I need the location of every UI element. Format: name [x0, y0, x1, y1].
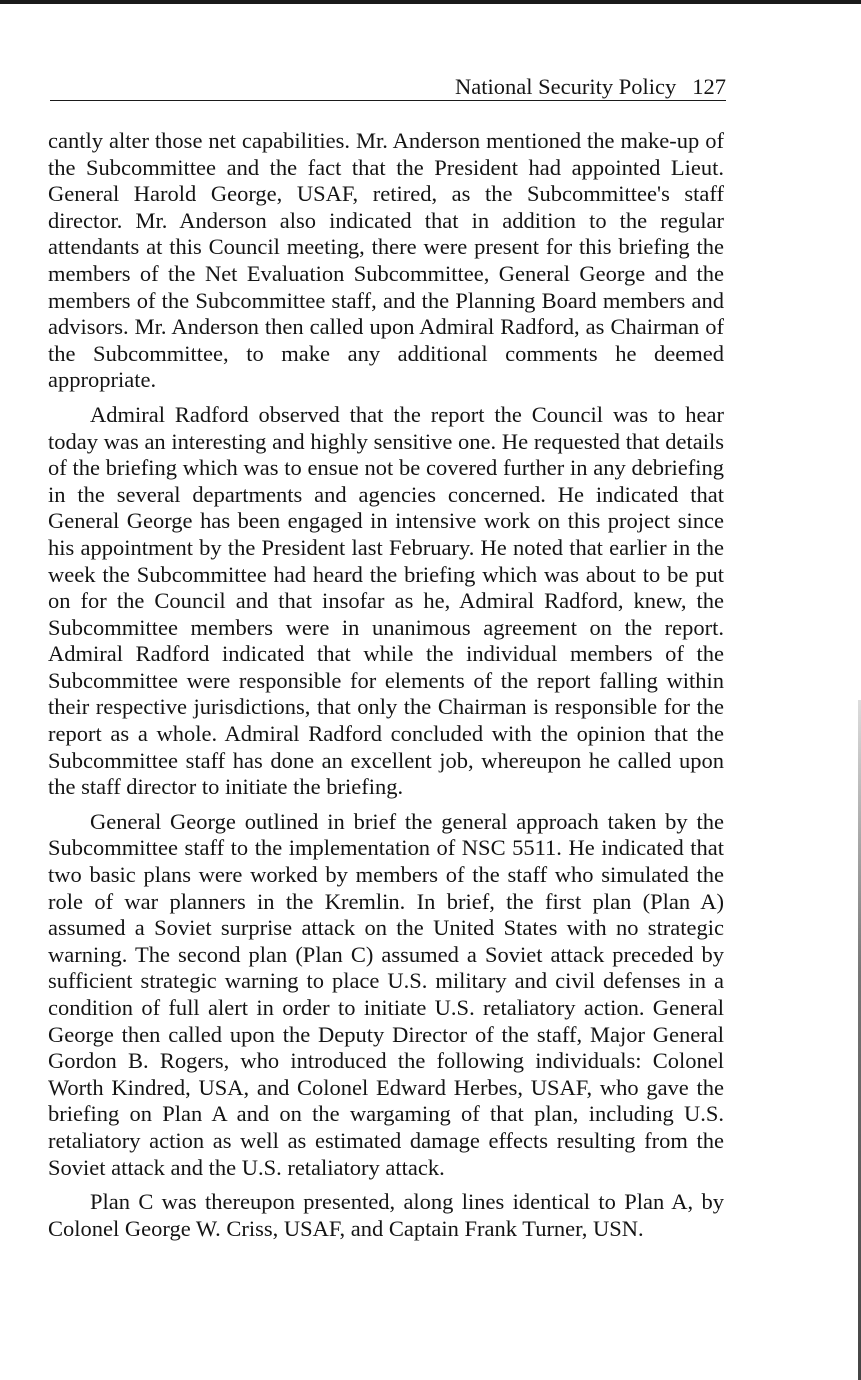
paragraph-2: Admiral Radford observed that the report the Council was to hear today was an interesting and highly sensitive one. He requested that details of the briefing which was to ensue not be covered further in any debriefing in the several departments and agencies concerned. He indicated that General George has been engaged in intensive work on this project since his appointment by the President last February. He noted that earlier in the week the Subcommittee had heard the briefing which was about to be put on for the Council and that insofar as he, Admiral Radford, knew, the Subcommittee members were in unanimous agreement on the report. Admiral Radford indicated that while the individual members of the Subcommittee were responsible for elements of the report falling within their respective jurisdictions, that only the Chairman is responsible for the report as a whole. Admiral Radford concluded with the opinion that the Subcommittee staff has done an excellent job, whereupon he called upon the staff director to initiate the briefing.: [48, 401, 724, 800]
paragraph-1: cantly alter those net capabilities. Mr. Anderson mentioned the make-up of the Subcommittee and the fact that the President had appointed Lieut. General Harold George, USAF, retired, as the Subcommittee's staff director. Mr. Anderson also indicated that in addition to the regular attendants at this Council meeting, there were present for this briefing the members of the Net Evaluation Subcommittee, General George and the members of the Subcommittee staff, and the Planning Board members and advisors. Mr. Anderson then called upon Admiral Radford, as Chairman of the Subcommittee, to make any additional comments he deemed appropriate.: [48, 128, 724, 393]
running-head: [50, 74, 726, 101]
paragraph-3: General George outlined in brief the general approach taken by the Subcommittee staff to the implementation of NSC 5511. He indicated that two basic plans were worked by members of the staff who simulated the role of war planners in the Kremlin. In brief, the first plan (Plan A) assumed a Soviet surprise attack on the United States with no strategic warning. The second plan (Plan C) assumed a Soviet attack preceded by sufficient strategic warning to place U.S. military and civil defenses in a condition of full alert in order to initiate U.S. retaliatory action. General George then called upon the Deputy Director of the staff, Major General Gordon B. Rogers, who introduced the following individuals: Colonel Worth Kindred, USA, and Colonel Edward Herbes, USAF, who gave the briefing on Plan A and on the wargaming of that plan, including U.S. retaliatory action as well as estimated damage effects resulting from the Soviet attack and the U.S. retaliatory attack.: [48, 808, 724, 1180]
page-top-edge: [0, 0, 861, 4]
page-number: 127: [692, 74, 726, 99]
running-head-title: National Security Policy: [455, 74, 677, 99]
paragraph-4: Plan C was thereupon presented, along lines identical to Plan A, by Colonel George W. Criss, USAF, and Captain Frank Turner, USN.: [48, 1189, 724, 1241]
body-text: [48, 128, 724, 1250]
